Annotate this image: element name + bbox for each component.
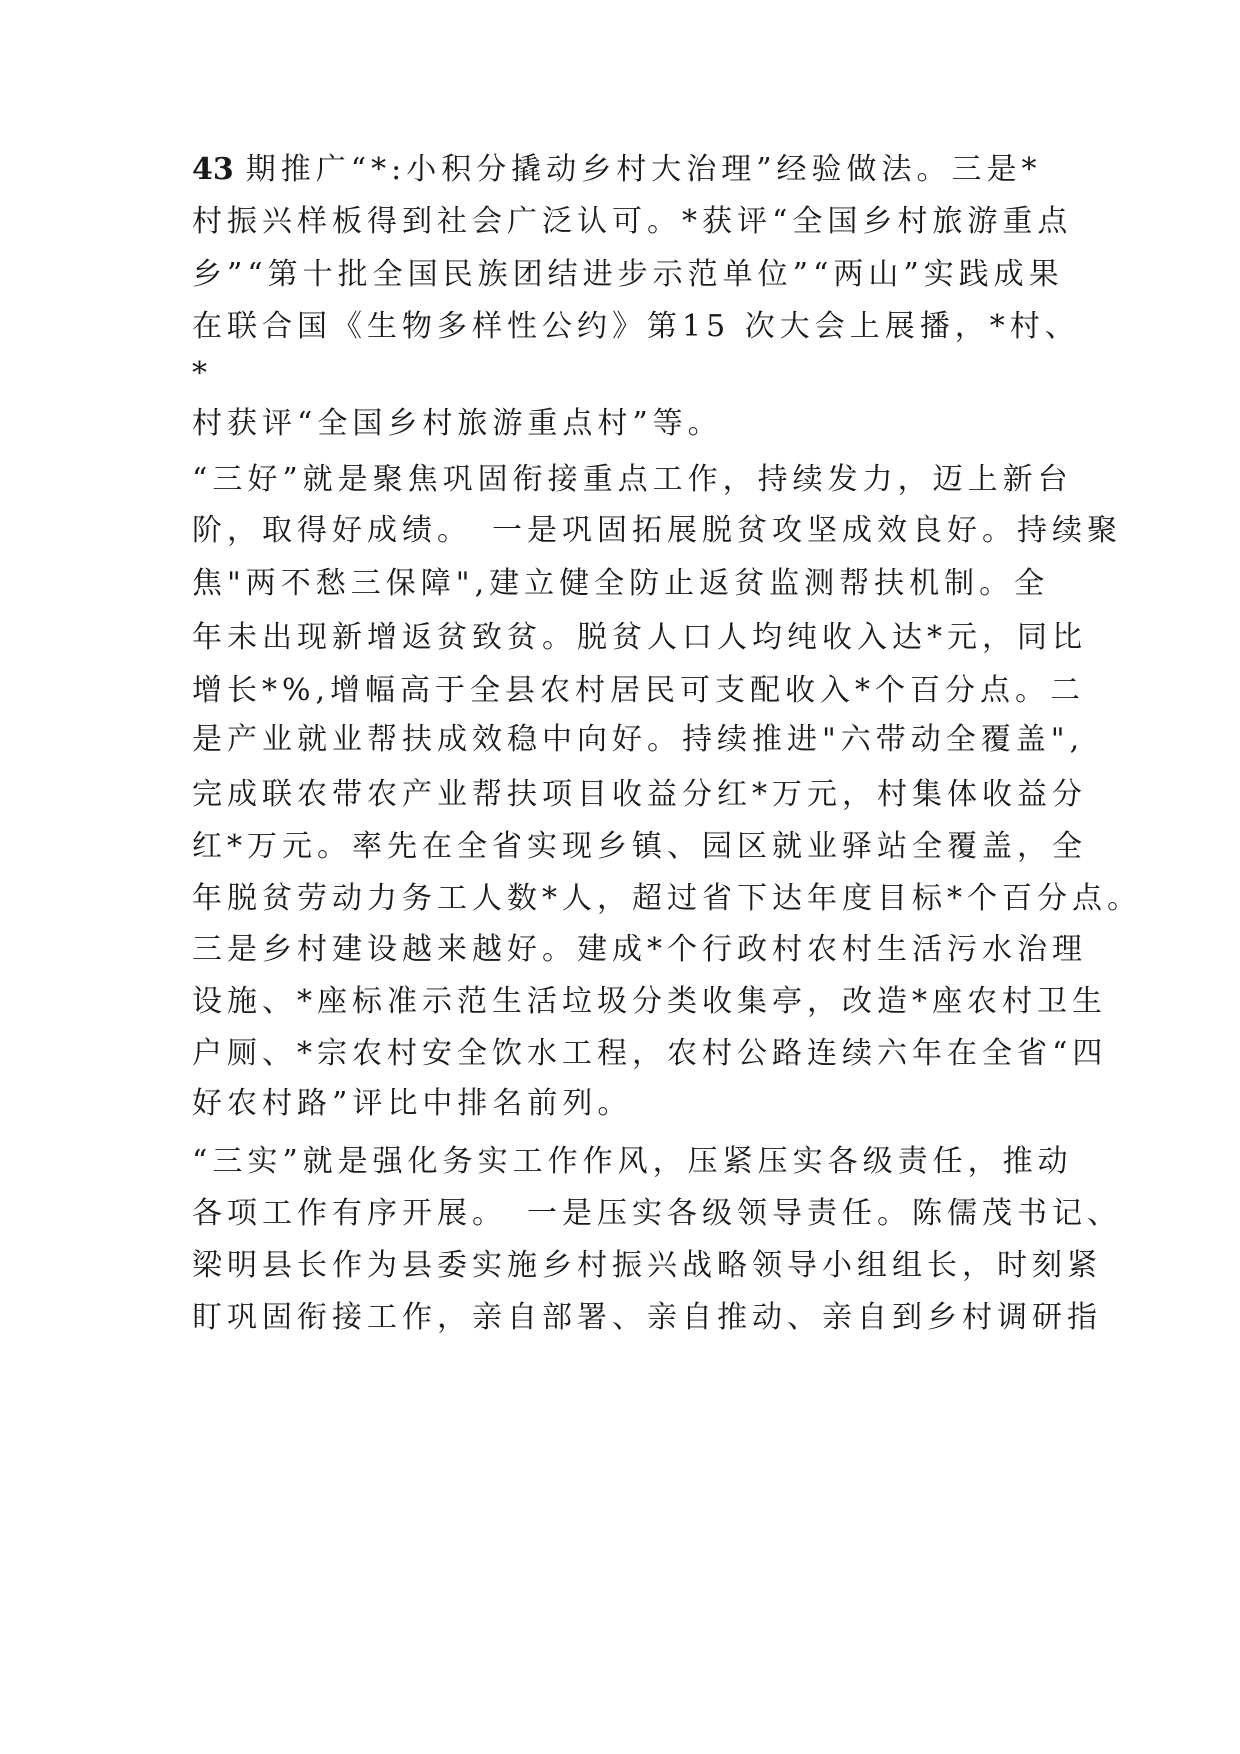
text-line-23: 盯巩固衔接工作，亲自部署、亲自推动、亲自到乡村调研指 — [192, 1300, 1102, 1335]
text-line-2: 村振兴样板得到社会广泛认可。*获评“全国乡村旅游重点 — [192, 204, 1073, 239]
text-line-8: 阶，取得好成绩。 一是巩固拓展脱贫攻坚成效良好。持续聚 — [192, 513, 1122, 548]
text-line-6: 村获评“全国乡村旅游重点村”等。 — [192, 406, 723, 441]
text-line-17: 设施、*座标准示范生活垃圾分类收集亭，改造*座农村卫生 — [192, 984, 1107, 1019]
text-line-13: 完成联农带农产业帮扶项目收益分红*万元，村集体收益分 — [192, 777, 1087, 812]
text-line-3: 乡”“第十批全国民族团结进步示范单位”“两山”实践成果 — [192, 257, 1064, 292]
page-number: 43 — [192, 152, 234, 187]
text-line-22: 梁明县长作为县委实施乡村振兴战略领导小组组长，时刻紧 — [192, 1248, 1102, 1283]
text-line-4: 在联合国《生物多样性公约》第15 次大会上展播，*村、 — [192, 309, 1080, 344]
text-line-15: 年脱贫劳动力务工人数*人，超过省下达年度目标*个百分点。 — [192, 881, 1142, 916]
text-line-11: 增长*%,增幅高于全县农村居民可支配收入*个百分点。二 — [192, 673, 1086, 708]
text-line-5: * — [192, 356, 212, 391]
text-line-12: 是产业就业帮扶成效稳中向好。持续推进"六带动全覆盖", — [192, 722, 1085, 757]
text-line-1: 43 期推广“*:小积分撬动乡村大治理”经验做法。三是* — [192, 152, 1042, 187]
text-line-10: 年未出现新增返贫致贫。脱贫人口人均纯收入达*元，同比 — [192, 620, 1087, 655]
text-line-18: 户厕、*宗农村安全饮水工程，农村公路连续六年在全省“四 — [192, 1036, 1108, 1071]
text-line-14: 红*万元。率先在全省实现乡镇、园区就业驿站全覆盖，全 — [192, 829, 1087, 864]
text-line-7: “三好”就是聚焦巩固衔接重点工作，持续发力，迈上新台 — [192, 462, 1073, 497]
text-line-21: 各项工作有序开展。 一是压实各级领导责任。陈儒茂书记、 — [192, 1196, 1122, 1231]
text-line-19: 好农村路”评比中排名前列。 — [192, 1086, 633, 1121]
text-line-20: “三实”就是强化务实工作作风，压紧压实各级责任，推动 — [192, 1144, 1073, 1179]
text-line-9: 焦"两不愁三保障",建立健全防止返贫监测帮扶机制。全 — [192, 566, 1050, 601]
text-line-16: 三是乡村建设越来越好。建成*个行政村农村生活污水治理 — [192, 932, 1087, 967]
